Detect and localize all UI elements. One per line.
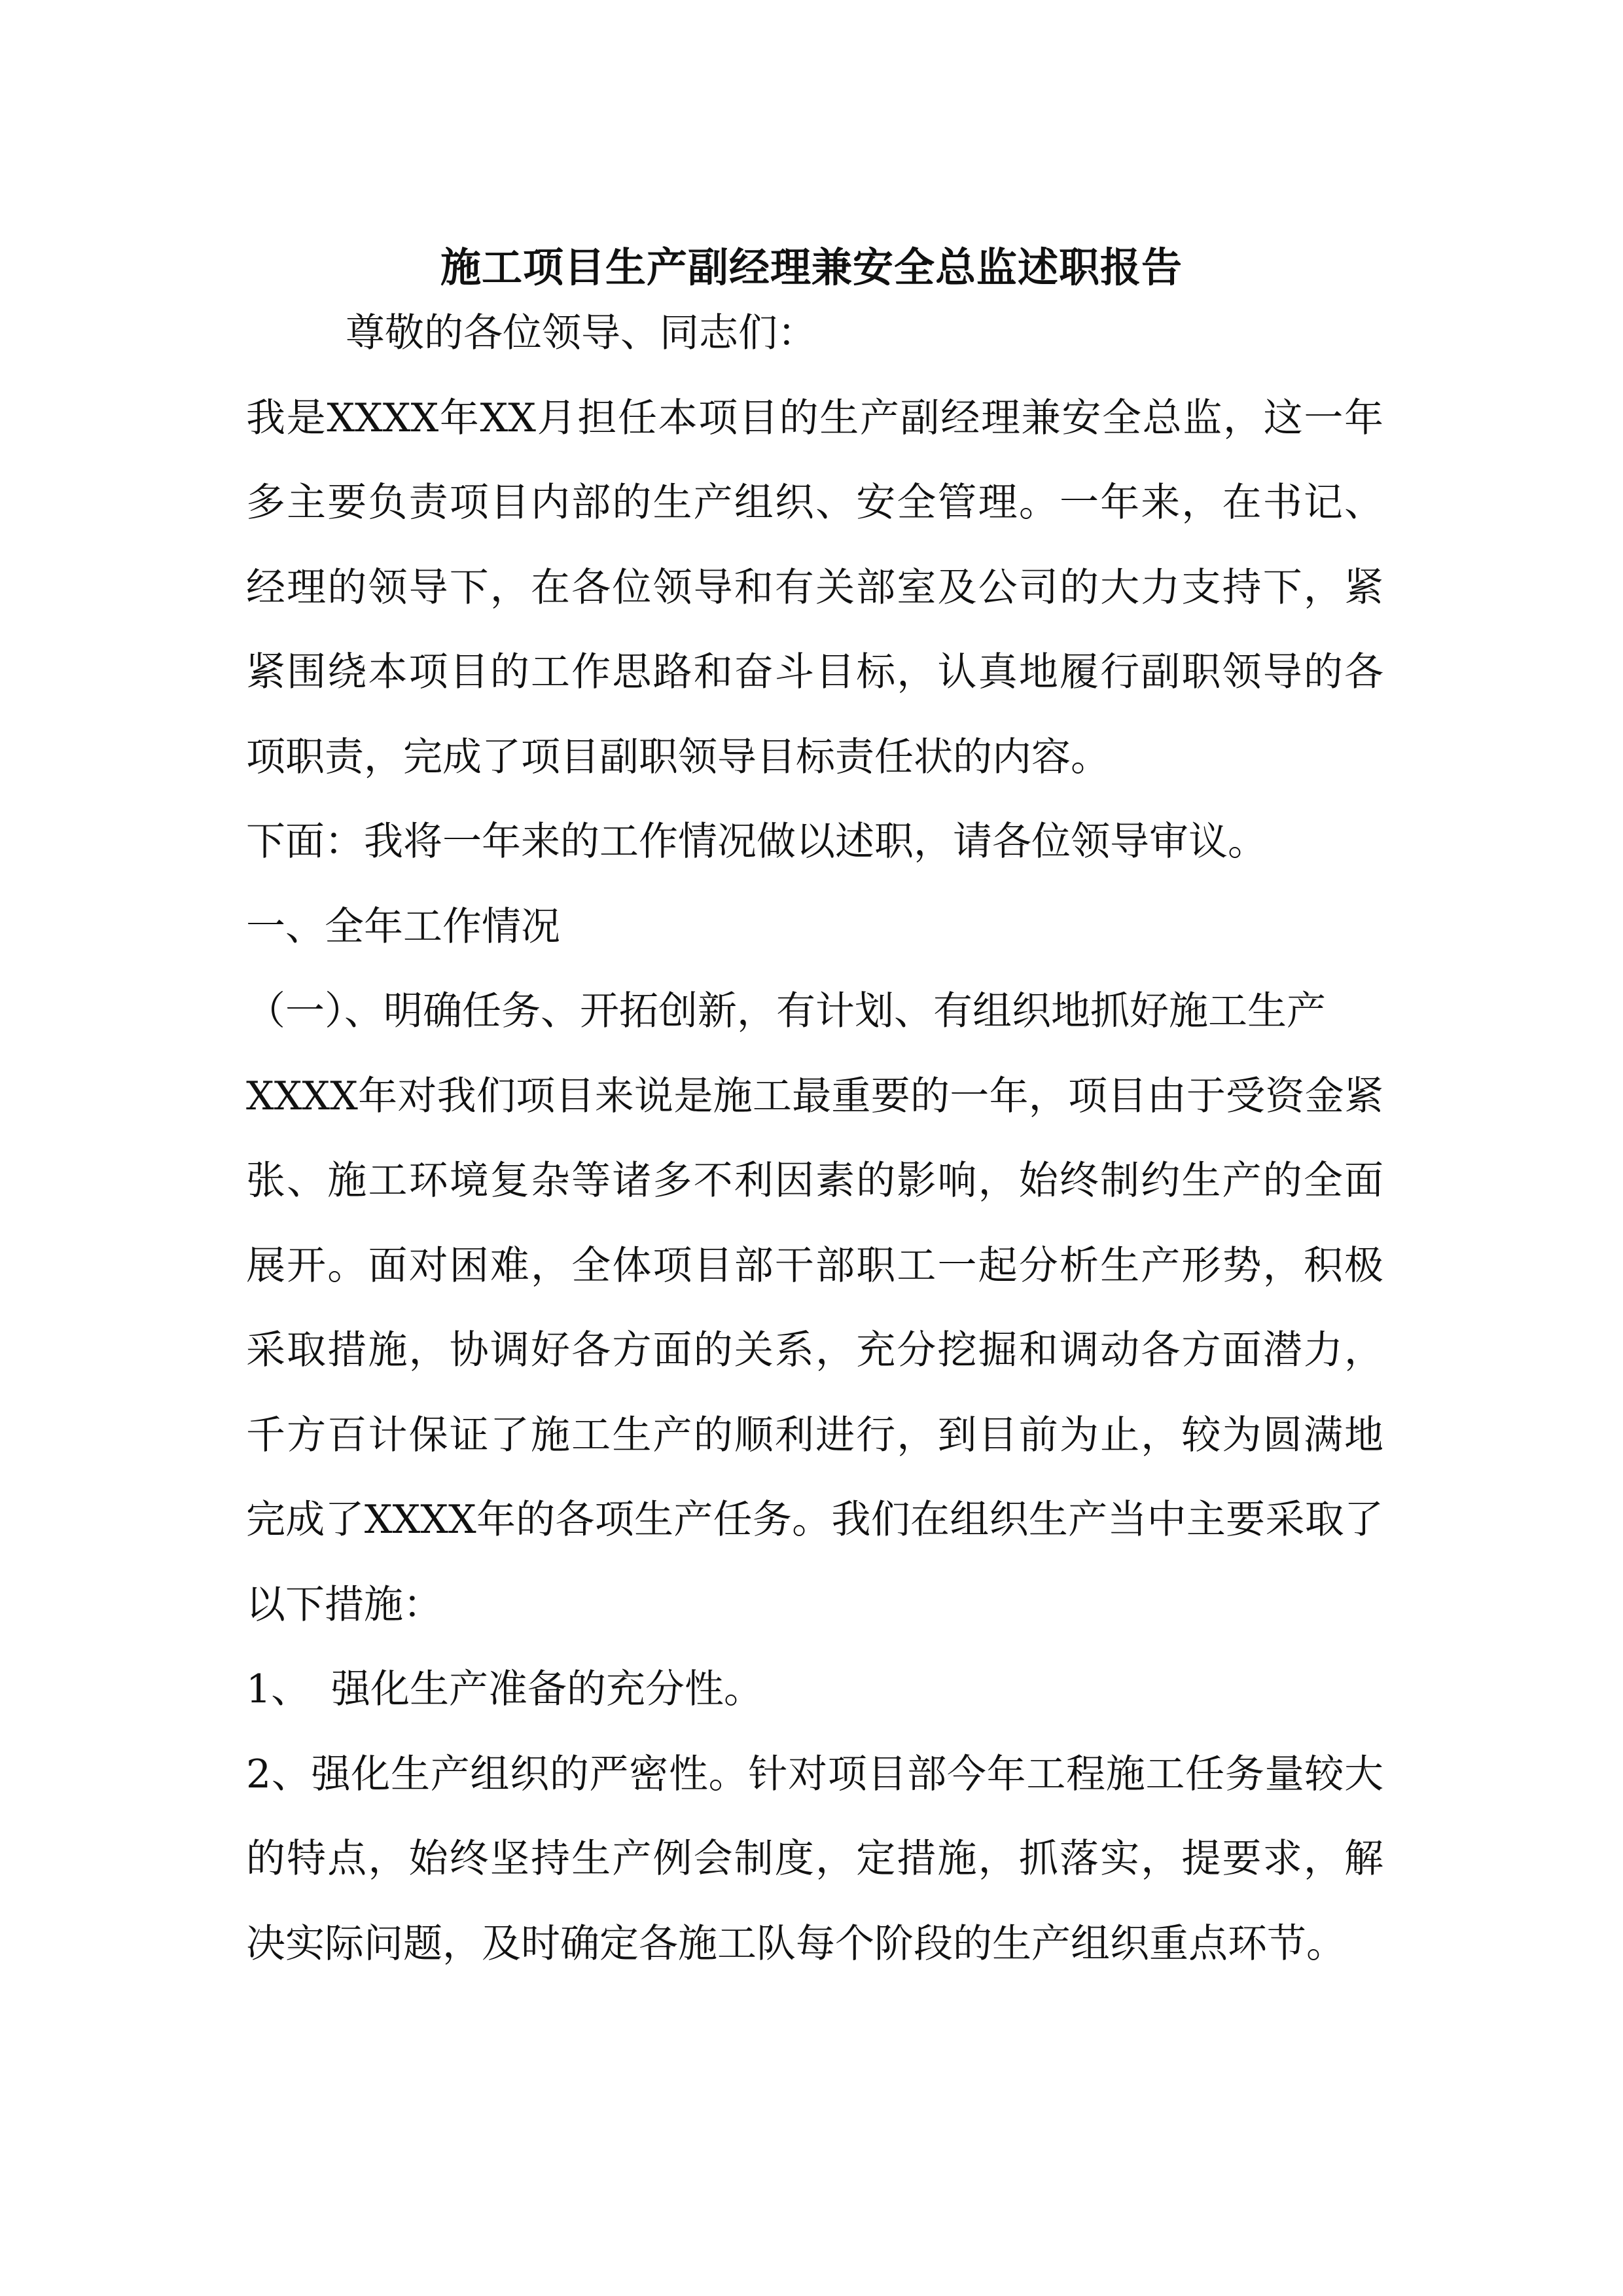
measure-item-1-text: 强化生产准备的充分性。 [331,1666,763,1712]
section-heading-1: 一、全年工作情况 [246,903,560,950]
salutation: 尊敬的各位领导、同志们： [346,310,817,356]
transition-paragraph: 下面：我将一年来的工作情况做以述职，请各位领导审议。 [246,819,1267,865]
intro-paragraph: 我是XXXX年XX月担任本项目的生产副经理兼安全总监，这一年多主要负责项目内部的生产组织、安全管理。一年来，在书记、经理的领导下，在各位领导和有关部室及公司的大力支持下，紧紧围绕本项目的工作思路和奋斗目标，认真地履行副职领导的各项职责，完成了项目副职领导目标责任状的内容。 [246,395,1383,780]
document-title: 施工项目生产副经理兼安全总监述职报告 [440,243,1183,291]
document-body [246,291,1383,1986]
subsection-heading-1: （一）、明确任务、开拓创新，有计划、有组织地抓好施工生产 [246,988,1326,1034]
measure-item-1-number: 1、 [246,1666,311,1712]
measure-item-1 [246,1647,1383,1732]
measure-item-2: 2、强化生产组织的严密性。针对项目部今年工程施工任务量较大的特点，始终坚持生产例会制度，定措施，抓落实，提要求，解决实际问题，及时确定各施工队每个阶段的生产组织重点环节。 [246,1751,1383,1967]
subsection-paragraph-1: XXXX年对我们项目来说是施工最重要的一年，项目由于受资金紧张、施工环境复杂等诸多不利因素的影响，始终制约生产的全面展开。面对困难，全体项目部干部职工一起分析生产形势，积极采取措施，协调好各方面的关系，充分挖掘和调动各方面潜力，千方百计保证了施工生产的顺利进行，到目前为止，较为圆满地完成了XXXX年的各项生产任务。我们在组织生产当中主要采取了以下措施： [246,1073,1383,1628]
